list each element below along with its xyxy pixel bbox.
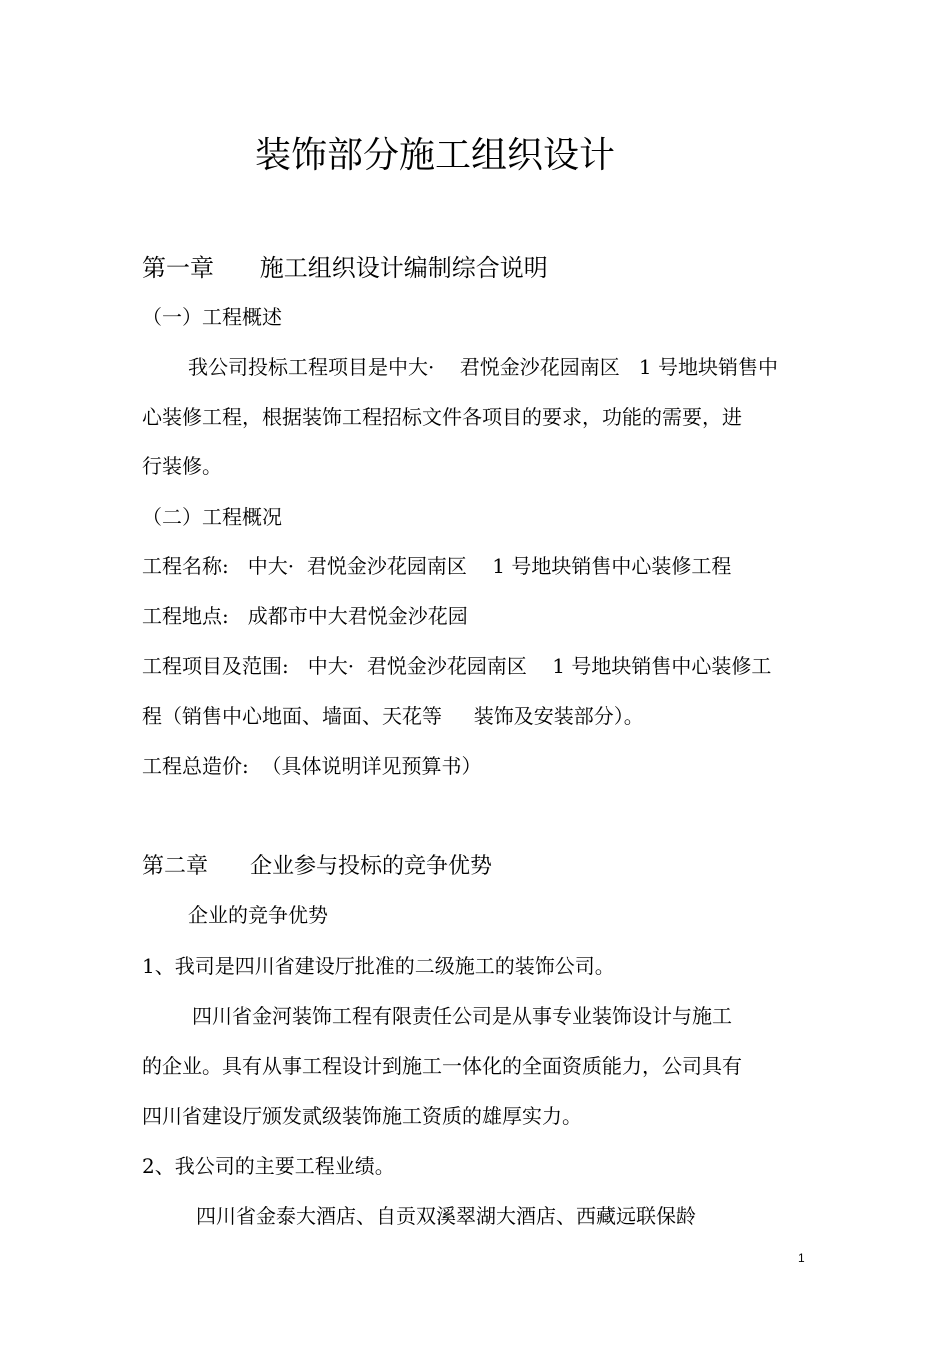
chapter-2-subheading: 企业的竞争优势 — [188, 903, 328, 927]
chapter-2-heading: 第二章 企业参与投标的竞争优势 — [142, 854, 492, 879]
project-scope-line: 程（销售中心地面、墙面、天花等 装饰及安装部分）。 — [142, 704, 644, 728]
paragraph-line: 我公司投标工程项目是中大· 君悦金沙花园南区 1 号地块销售中 — [188, 355, 778, 379]
document-title: 装饰部分施工组织设计 — [255, 135, 616, 176]
list-item-2: 2、我公司的主要工程业绩。 — [142, 1154, 395, 1178]
project-name: 工程名称: 中大· 君悦金沙花园南区 1 号地块销售中心装修工程 — [142, 554, 732, 578]
paragraph-line: 四川省金河装饰工程有限责任公司是从事专业装饰设计与施工 — [192, 1004, 732, 1028]
paragraph-line: 的企业。具有从事工程设计到施工一体化的全面资质能力，公司具有 — [142, 1054, 742, 1078]
paragraph-line: 行装修。 — [142, 454, 222, 478]
page-number: 1 — [798, 1251, 805, 1265]
project-scope-line: 工程项目及范围: 中大· 君悦金沙花园南区 1 号地块销售中心装修工 — [142, 654, 772, 678]
section-2-heading: （二）工程概况 — [142, 505, 282, 529]
list-item-1: 1、我司是四川省建设厅批准的二级施工的装饰公司。 — [142, 954, 615, 978]
chapter-1-heading: 第一章 施工组织设计编制综合说明 — [142, 254, 548, 282]
section-1-heading: （一）工程概述 — [142, 305, 282, 329]
paragraph-line: 四川省金泰大酒店、自贡双溪翠湖大酒店、西藏远联保龄 — [196, 1204, 696, 1228]
project-location: 工程地点: 成都市中大君悦金沙花园 — [142, 604, 468, 628]
project-cost: 工程总造价: （具体说明详见预算书） — [142, 754, 482, 778]
paragraph-line: 四川省建设厅颁发贰级装饰施工资质的雄厚实力。 — [142, 1104, 582, 1128]
paragraph-line: 心装修工程，根据装饰工程招标文件各项目的要求，功能的需要，进 — [142, 405, 742, 429]
